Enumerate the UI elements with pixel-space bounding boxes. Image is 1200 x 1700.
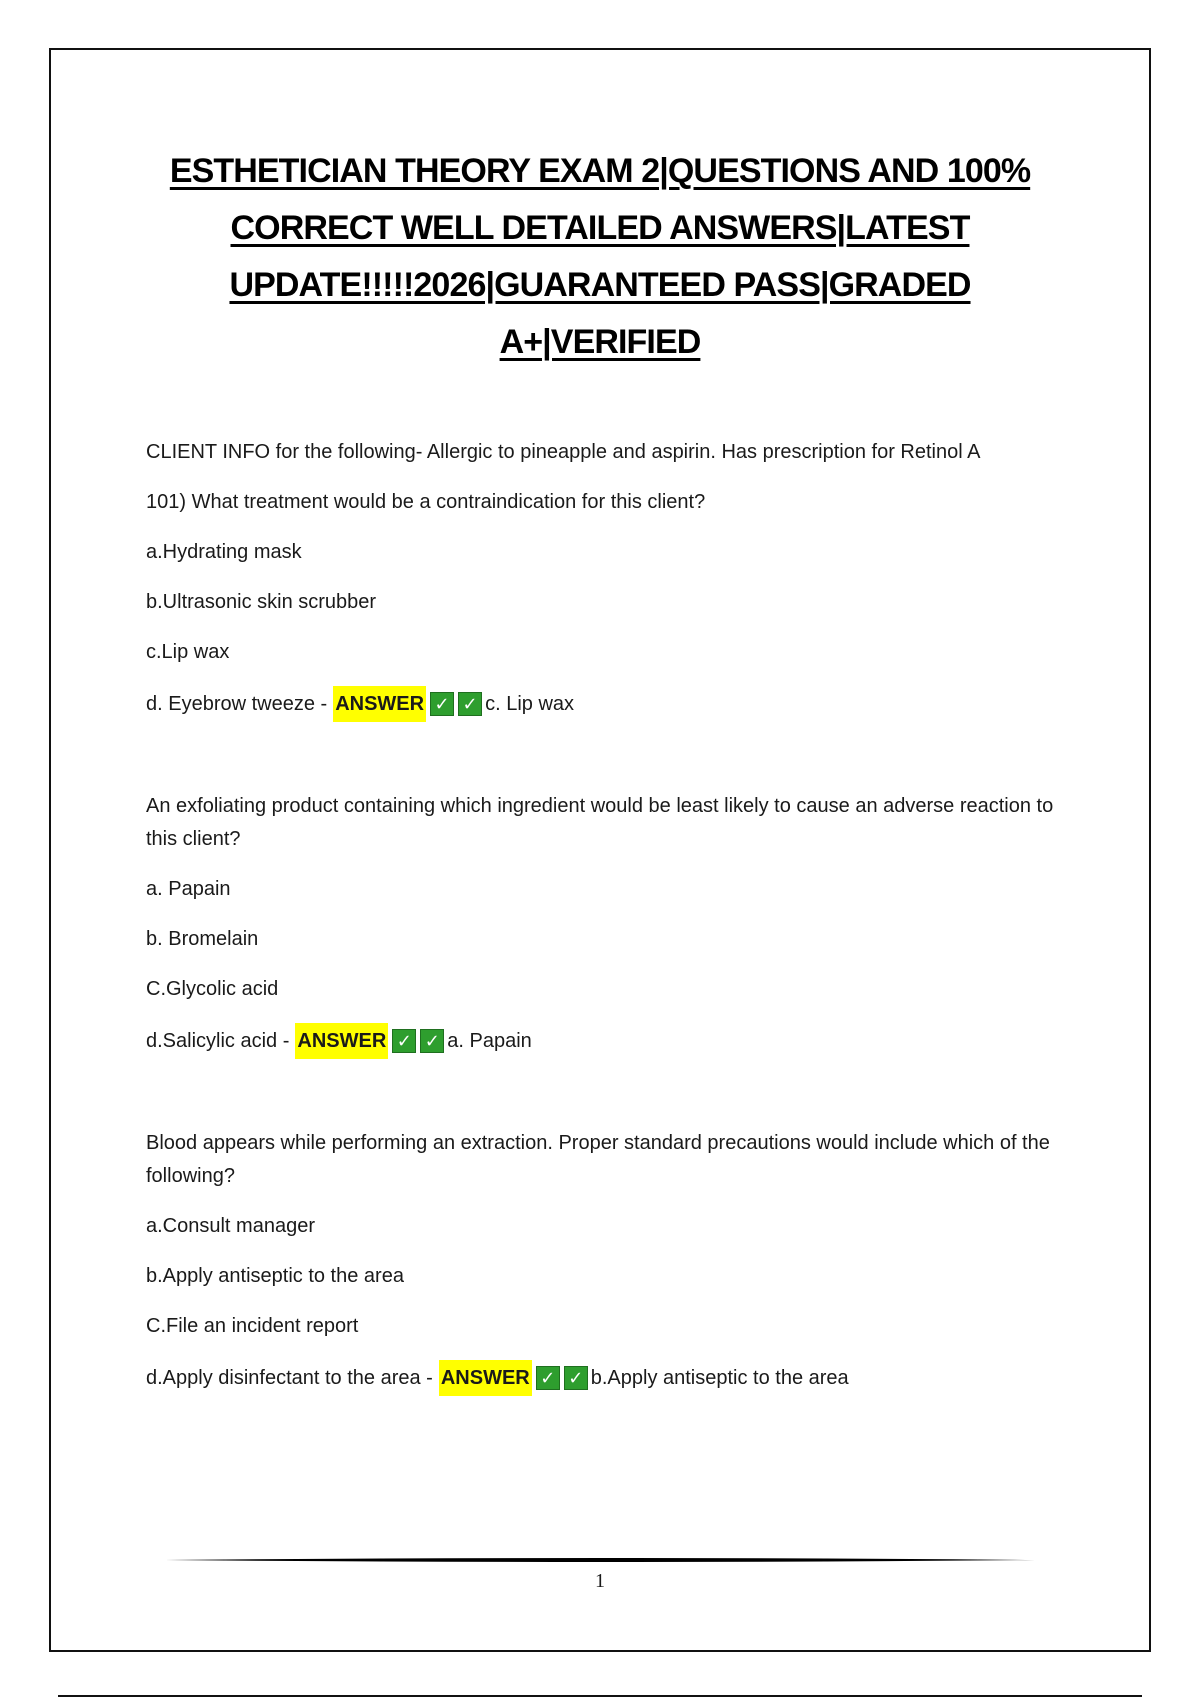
answer-highlight-label: ANSWER xyxy=(295,1023,388,1059)
answer-highlight-label: ANSWER xyxy=(333,686,426,722)
correct-answer: b.Apply antiseptic to the area xyxy=(590,1366,849,1389)
option-d: d. Eyebrow tweeze - xyxy=(146,692,328,715)
option-b: b. Bromelain xyxy=(146,928,259,950)
question-stem: An exfoliating product containing which ingredient would be least likely to cause an adverse reaction to this client? xyxy=(146,795,1054,850)
check-mark-icon: ✓ xyxy=(458,692,482,716)
check-mark-icon: ✓ xyxy=(430,692,454,716)
title-line-2: CORRECT WELL DETAILED ANSWERS|LATEST xyxy=(230,209,970,247)
option-d: d.Salicylic acid - xyxy=(146,1029,290,1052)
option-a: a. Papain xyxy=(146,878,231,900)
page-number: 1 xyxy=(595,1570,605,1592)
client-info-paragraph: CLIENT INFO for the following- Allergic to pineapple and aspirin. Has prescription for Retinol A xyxy=(146,441,981,463)
check-mark-icon: ✓ xyxy=(420,1029,444,1053)
option-b: b.Apply antiseptic to the area xyxy=(146,1265,404,1287)
document-title xyxy=(120,143,1080,371)
check-mark-icon: ✓ xyxy=(536,1366,560,1390)
option-a: a.Consult manager xyxy=(146,1215,315,1237)
answer-line xyxy=(146,686,1066,722)
check-mark-icon: ✓ xyxy=(564,1366,588,1390)
option-c: C.File an incident report xyxy=(146,1315,359,1337)
question-stem: 101) What treatment would be a contraindication for this client? xyxy=(146,491,706,513)
correct-answer: c. Lip wax xyxy=(485,692,575,715)
title-line-3: UPDATE!!!!!2026|GUARANTEED PASS|GRADED xyxy=(229,266,971,304)
answer-line xyxy=(146,1360,1066,1396)
page-bottom-edge xyxy=(58,1695,1142,1697)
title-line-4: A+|VERIFIED xyxy=(499,323,701,361)
answer-line xyxy=(146,1023,1066,1059)
answer-highlight-label: ANSWER xyxy=(439,1360,532,1396)
option-a: a.Hydrating mask xyxy=(146,541,302,563)
correct-answer: a. Papain xyxy=(447,1029,532,1052)
option-b: b.Ultrasonic skin scrubber xyxy=(146,591,377,613)
document-body xyxy=(146,436,1066,1396)
check-mark-icon: ✓ xyxy=(392,1029,416,1053)
footer-divider xyxy=(165,1557,1035,1563)
option-d: d.Apply disinfectant to the area - xyxy=(146,1366,433,1389)
title-line-1: ESTHETICIAN THEORY EXAM 2|QUESTIONS AND 100% xyxy=(169,152,1031,190)
question-stem: Blood appears while performing an extraction. Proper standard precautions would include which of the following? xyxy=(146,1132,1050,1187)
option-c: c.Lip wax xyxy=(146,641,230,663)
option-c: C.Glycolic acid xyxy=(146,978,279,1000)
